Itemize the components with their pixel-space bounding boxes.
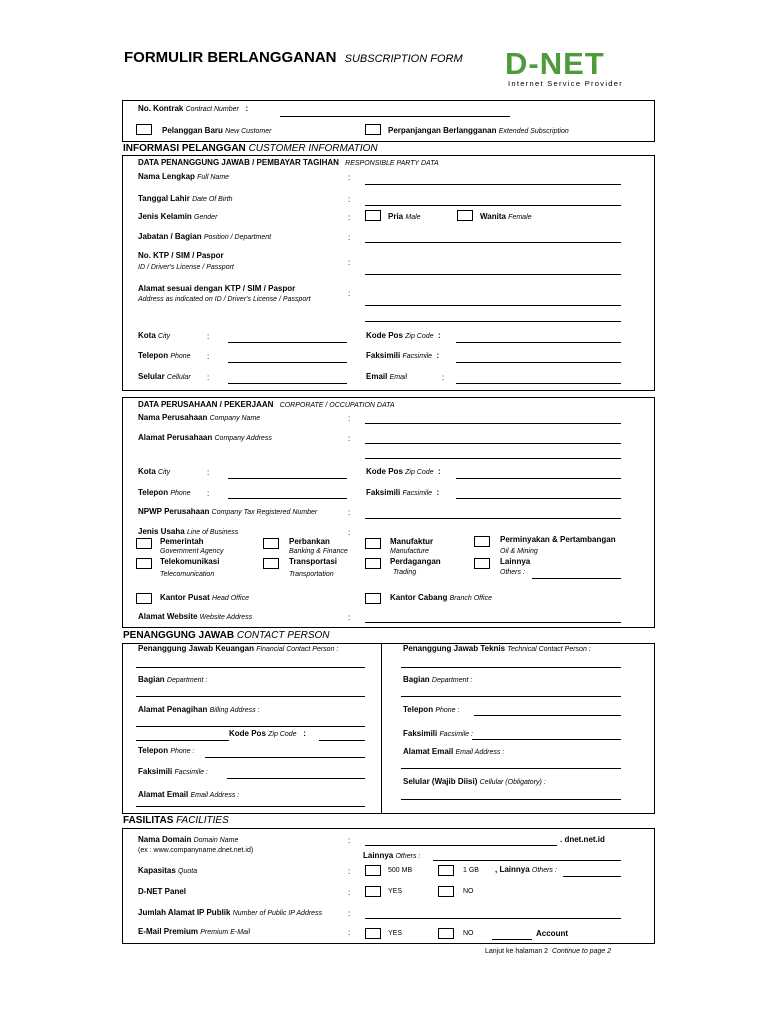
fin-fax-label — [138, 767, 208, 776]
colon: : — [207, 352, 210, 361]
quota-id: Kapasitas — [138, 866, 176, 875]
male-label — [388, 212, 421, 221]
female-en: Female — [508, 214, 532, 221]
colon: : — [207, 489, 210, 498]
premium-account-field[interactable] — [492, 939, 532, 940]
quota-label — [138, 866, 197, 875]
company-heading-id: DATA PERUSAHAAN / PEKERJAAN — [138, 400, 274, 409]
colon: : — [348, 508, 351, 517]
company-city-label — [138, 467, 170, 476]
financial-contact-field[interactable] — [136, 667, 365, 668]
cell-id: Selular — [138, 372, 165, 381]
customer-heading-en: CUSTOMER INFORMATION — [248, 143, 378, 154]
trading-checkbox[interactable] — [365, 558, 381, 569]
quota-1gb-label: 1 GB — [463, 867, 479, 874]
billing-zip-en: Zip Code — [268, 731, 297, 738]
fin-phone-id: Telepon — [138, 746, 169, 755]
email-en: Email — [389, 374, 408, 381]
fin-fax-field[interactable] — [227, 778, 365, 779]
tech-email-label — [403, 747, 504, 756]
company-phone-en: Phone — [170, 490, 191, 497]
domain-others-id: Lainnya — [363, 851, 394, 860]
quota-500mb-checkbox[interactable] — [365, 865, 381, 876]
fin-department-label — [138, 675, 207, 684]
address-label: Alamat sesuai dengan KTP / SIM / Paspor — [138, 284, 296, 293]
quota-en: Quota — [178, 868, 198, 875]
branch-en: Branch Office — [449, 595, 492, 602]
public-ip-field[interactable] — [365, 918, 621, 919]
dnet-panel-label: D-NET Panel — [138, 887, 187, 896]
colon: : — [348, 928, 351, 937]
male-en: Male — [405, 214, 421, 221]
id-number-label: No. KTP / SIM / Paspor — [138, 251, 224, 260]
id-number-label-en: ID / Driver's License / Passport — [138, 264, 234, 271]
company-name-label — [138, 413, 260, 422]
fin-phone-en: Phone : — [170, 748, 195, 755]
colon: : — [207, 332, 210, 341]
continue-en: Continue to page 2 — [551, 948, 612, 955]
billing-address-field-1[interactable] — [136, 726, 365, 727]
extended-subscription-label — [388, 126, 569, 135]
banking-label-en: Banking & Finance — [289, 548, 348, 555]
panel-yes-label: YES — [388, 888, 403, 895]
fax-label: Faksimili Facsimile : — [366, 351, 440, 360]
oil-mining-label: Perminyakan & Pertambangan — [500, 535, 616, 544]
premium-en: Premium E-Mail — [200, 929, 251, 936]
title-en: SUBSCRIPTION FORM — [344, 53, 463, 65]
colon: : — [348, 414, 351, 423]
fax-id: Faksimili — [366, 351, 401, 360]
company-fax-en: Facsimile — [402, 490, 433, 497]
contact-heading-id: PENANGGUNG JAWAB — [123, 630, 235, 641]
facilities-heading-en: FACILITIES — [176, 815, 229, 826]
gender-en: Gender — [194, 214, 218, 221]
colon: : — [348, 888, 351, 897]
facilities-heading-id: FASILITAS — [123, 815, 174, 826]
billing-address-field-2[interactable] — [136, 740, 229, 741]
tech-cell-en: Cellular (Obligatory) : — [479, 779, 546, 786]
transportation-label: Transportasi — [289, 557, 338, 566]
new-customer-en: New Customer — [225, 128, 272, 135]
city-label — [138, 331, 170, 340]
cellular-label — [138, 372, 191, 381]
hq-id: Kantor Pusat — [160, 593, 210, 602]
website-label — [138, 612, 252, 621]
hq-en: Head Office — [212, 595, 249, 602]
tech-department-field[interactable] — [401, 696, 621, 697]
colon: : — [348, 434, 351, 443]
fin-phone-field[interactable] — [205, 757, 365, 758]
company-heading-en: CORPORATE / OCCUPATION DATA — [279, 402, 395, 409]
business-id: Jenis Usaha — [138, 527, 185, 536]
male-id: Pria — [388, 212, 404, 221]
tech-fax-id: Faksimili — [403, 729, 438, 738]
ip-id: Jumlah Alamat IP Publik — [138, 908, 231, 917]
fin-fax-id: Faksimili — [138, 767, 173, 776]
id-number-field[interactable] — [365, 274, 621, 275]
billing-id: Alamat Penagihan — [138, 705, 208, 714]
full-name-label — [138, 172, 229, 181]
responsible-party-id: DATA PENANGGUNG JAWAB / PEMBAYAR TAGIHAN — [138, 158, 339, 167]
fin-dept-id: Bagian — [138, 675, 165, 684]
colon: : — [348, 195, 351, 204]
contract-number-id: No. Kontrak — [138, 104, 184, 113]
new-customer-id: Pelanggan Baru — [162, 126, 223, 135]
colon: : — [348, 613, 351, 622]
colon: : — [442, 373, 445, 382]
domain-others-en: Others : — [395, 853, 421, 860]
contract-number-field[interactable] — [280, 116, 510, 117]
tech-email-en: Email Address : — [455, 749, 505, 756]
new-customer-checkbox[interactable] — [136, 124, 152, 135]
colon: : — [348, 528, 351, 537]
premium-yes-checkbox[interactable] — [365, 928, 381, 939]
company-city-id: Kota — [138, 467, 156, 476]
branch-office-label — [390, 593, 492, 602]
colon: : — [207, 468, 210, 477]
head-office-label — [160, 593, 249, 602]
billing-zip-id: Kode Pos — [229, 729, 266, 738]
others-business-label: Lainnya — [500, 557, 531, 566]
company-phone-field[interactable] — [228, 498, 347, 499]
company-phone-label — [138, 488, 191, 497]
contact-person-box — [122, 643, 655, 814]
contract-number-en: Contract Number — [185, 106, 239, 113]
tech-department-label — [403, 675, 472, 684]
fin-email-en: Email Address : — [190, 792, 240, 799]
panel-no-label: NO — [463, 888, 474, 895]
gender-id: Jenis Kelamin — [138, 212, 192, 221]
tech-cellular-field[interactable] — [401, 799, 621, 800]
company-city-en: City — [158, 469, 171, 476]
website-field[interactable] — [365, 622, 621, 623]
extended-en: Extended Subscription — [498, 128, 569, 135]
government-label: Pemerintah — [160, 537, 204, 546]
npwp-label — [138, 507, 317, 516]
company-name-field[interactable] — [365, 423, 621, 424]
company-address-label — [138, 433, 272, 442]
tech-en: Technical Contact Person : — [507, 646, 591, 653]
position-label — [138, 232, 271, 241]
zip-id: Kode Pos — [366, 331, 403, 340]
domain-others-field[interactable] — [433, 860, 621, 861]
quota-others-field[interactable] — [563, 876, 621, 877]
premium-email-label — [138, 927, 250, 936]
company-address-field-1[interactable] — [365, 443, 621, 444]
billing-address-label — [138, 705, 260, 714]
tech-email-id: Alamat Email — [403, 747, 454, 756]
head-office-checkbox[interactable] — [136, 593, 152, 604]
colon: : — [348, 909, 351, 918]
domain-name-label — [138, 835, 238, 844]
telecommunication-label-en: Telecomunication — [160, 571, 215, 578]
tech-fax-en: Facsimile : — [439, 731, 473, 738]
responsible-party-en: RESPONSIBLE PARTY DATA — [345, 160, 439, 167]
title-id: FORMULIR BERLANGGANAN — [124, 49, 337, 66]
form-title — [124, 49, 463, 66]
quota-others-label: , Lainnya Others : — [495, 865, 557, 874]
company-data-heading — [138, 400, 395, 409]
male-checkbox[interactable] — [365, 210, 381, 221]
telecommunication-checkbox[interactable] — [136, 558, 152, 569]
tech-dept-en: Department : — [431, 677, 473, 684]
domain-suffix: . dnet.net.id — [560, 835, 605, 844]
financial-contact-label — [138, 644, 338, 653]
company-phone-id: Telepon — [138, 488, 169, 497]
trading-label-en: Trading — [393, 569, 417, 576]
domain-others-label — [363, 851, 420, 860]
billing-en: Billing Address : — [209, 707, 260, 714]
colon: : — [348, 173, 351, 182]
npwp-id: NPWP Perusahaan — [138, 507, 210, 516]
company-zip-label: Kode Pos Zip Code : — [366, 467, 441, 476]
address-field-1[interactable] — [365, 305, 621, 306]
female-label — [480, 212, 532, 221]
company-zip-field[interactable] — [456, 478, 621, 479]
domain-name-field[interactable] — [365, 845, 557, 846]
domain-example: (ex : www.companyname.dnet.net.id) — [138, 847, 254, 854]
logo-text: D-NET — [505, 46, 605, 81]
dob-id: Tanggal Lahir — [138, 194, 190, 203]
colon: : — [207, 373, 210, 382]
transportation-checkbox[interactable] — [263, 558, 279, 569]
branch-id: Kantor Cabang — [390, 593, 448, 602]
technical-contact-label — [403, 644, 591, 653]
quota-1gb-checkbox[interactable] — [438, 865, 454, 876]
colon: : — [348, 213, 351, 222]
facilities-heading — [123, 815, 229, 826]
fin-fax-en: Facsimile : — [174, 769, 208, 776]
company-zip-id: Kode Pos — [366, 467, 403, 476]
telecommunication-label: Telekomunikasi — [160, 557, 220, 566]
phone-field[interactable] — [228, 362, 347, 363]
company-fax-id: Faksimili — [366, 488, 401, 497]
city-en: City — [158, 333, 171, 340]
business-en: Line of Business — [186, 529, 239, 536]
manufacture-label-en: Manufacture — [390, 548, 429, 555]
customer-info-heading — [123, 143, 378, 154]
oil-mining-checkbox[interactable] — [474, 536, 490, 547]
responsible-party-heading — [138, 158, 439, 167]
dob-en: Date Of Birth — [192, 196, 233, 203]
fin-department-field[interactable] — [136, 696, 365, 697]
domain-id: Nama Domain — [138, 835, 192, 844]
female-checkbox[interactable] — [457, 210, 473, 221]
tech-dept-id: Bagian — [403, 675, 430, 684]
account-label: Account — [536, 929, 568, 938]
fin-phone-label — [138, 746, 194, 755]
fin-email-id: Alamat Email — [138, 790, 189, 799]
banking-label: Perbankan — [289, 537, 330, 546]
ip-en: Number of Public IP Address — [232, 910, 323, 917]
colon: : — [348, 258, 351, 267]
tech-email-field[interactable] — [401, 768, 621, 769]
company-address-en: Company Address — [214, 435, 272, 442]
transportation-label-en: Transportation — [289, 571, 334, 578]
colon: : — [348, 233, 351, 242]
extended-id: Perpanjangan Berlangganan — [388, 126, 497, 135]
tech-phone-field[interactable] — [474, 715, 621, 716]
fax-en: Facsimile — [402, 353, 433, 360]
premium-no-label: NO — [463, 930, 474, 937]
zip-en: Zip Code — [405, 333, 434, 340]
position-en: Position / Department — [203, 234, 272, 241]
fin-id: Penanggung Jawab Keuangan — [138, 644, 255, 653]
city-id: Kota — [138, 331, 156, 340]
company-name-en: Company Name — [209, 415, 261, 422]
premium-id: E-Mail Premium — [138, 927, 199, 936]
manufacture-label: Manufaktur — [390, 537, 434, 546]
email-field[interactable] — [456, 383, 621, 384]
customer-heading-id: INFORMASI PELANGGAN — [123, 143, 246, 154]
city-field[interactable] — [228, 342, 347, 343]
company-address-id: Alamat Perusahaan — [138, 433, 213, 442]
billing-zip-field[interactable] — [319, 740, 365, 741]
address-label-en: Address as indicated on ID / Driver's License / Passport — [138, 296, 311, 303]
billing-zip-label: Kode Pos Zip Code : — [229, 729, 306, 738]
new-customer-label — [162, 126, 271, 135]
fin-en: Financial Contact Person : — [256, 646, 339, 653]
full-name-en: Full Name — [197, 174, 230, 181]
position-field[interactable] — [365, 242, 621, 243]
others-business-label-en: Others : — [500, 569, 525, 576]
npwp-en: Company Tax Registered Number — [211, 509, 318, 516]
fin-email-field[interactable] — [136, 806, 365, 807]
female-id: Wanita — [480, 212, 506, 221]
fin-email-label — [138, 790, 239, 799]
oil-mining-label-en: Oil & Mining — [500, 548, 538, 555]
company-address-field-2[interactable] — [365, 458, 621, 459]
continue-id: Lanjut ke halaman 2 — [485, 948, 549, 955]
contact-divider — [381, 643, 382, 814]
cellular-field[interactable] — [228, 383, 347, 384]
company-fax-field[interactable] — [456, 498, 621, 499]
tech-phone-label — [403, 705, 459, 714]
colon: : — [348, 289, 351, 298]
government-checkbox[interactable] — [136, 538, 152, 549]
tech-cell-id: Selular (Wajib Diisi) — [403, 777, 478, 786]
website-id: Alamat Website — [138, 612, 198, 621]
premium-no-checkbox[interactable] — [438, 928, 454, 939]
company-fax-label: Faksimili Facsimile : — [366, 488, 440, 497]
tech-id: Penanggung Jawab Teknis — [403, 644, 506, 653]
gender-label — [138, 212, 217, 221]
tech-phone-id: Telepon — [403, 705, 434, 714]
others-business-checkbox[interactable] — [474, 558, 490, 569]
quota-others-id: Lainnya — [499, 865, 530, 874]
npwp-field[interactable] — [365, 518, 621, 519]
contact-heading-en: CONTACT PERSON — [236, 630, 330, 641]
phone-label — [138, 351, 191, 360]
contract-number-label: No. Kontrak Contract Number : — [138, 104, 249, 113]
business-label — [138, 527, 238, 536]
colon: : — [348, 836, 351, 845]
company-city-field[interactable] — [228, 478, 347, 479]
tech-fax-field[interactable] — [472, 739, 621, 740]
domain-en: Domain Name — [193, 837, 239, 844]
full-name-id: Nama Lengkap — [138, 172, 195, 181]
fax-field[interactable] — [456, 362, 621, 363]
quota-500mb-label: 500 MB — [388, 867, 413, 874]
banking-checkbox[interactable] — [263, 538, 279, 549]
email-label — [366, 372, 407, 381]
company-zip-en: Zip Code — [405, 469, 434, 476]
extended-subscription-checkbox[interactable] — [365, 124, 381, 135]
zip-field[interactable] — [456, 342, 621, 343]
fin-dept-en: Department : — [166, 677, 208, 684]
email-id: Email — [366, 372, 388, 381]
premium-yes-label: YES — [388, 930, 403, 937]
public-ip-label — [138, 908, 322, 917]
phone-en: Phone — [170, 353, 191, 360]
address-field-2[interactable] — [365, 321, 621, 322]
phone-id: Telepon — [138, 351, 169, 360]
quota-others-en: Others : — [531, 867, 557, 874]
cell-en: Cellular — [166, 374, 191, 381]
branch-office-checkbox[interactable] — [365, 593, 381, 604]
position-id: Jabatan / Bagian — [138, 232, 202, 241]
others-business-field[interactable] — [532, 578, 621, 579]
government-label-en: Government Agency — [160, 548, 224, 555]
trading-label: Perdagangan — [390, 557, 441, 566]
technical-contact-field[interactable] — [401, 667, 621, 668]
company-name-id: Nama Perusahaan — [138, 413, 208, 422]
logo-subtitle: Internet Service Provider — [508, 79, 624, 88]
dob-field[interactable] — [365, 205, 621, 206]
dob-label — [138, 194, 233, 203]
colon: : — [348, 867, 351, 876]
zip-label: Kode Pos Zip Code : — [366, 331, 441, 340]
contact-person-heading — [123, 630, 330, 641]
full-name-field[interactable] — [365, 184, 621, 185]
tech-phone-en: Phone : — [435, 707, 460, 714]
tech-fax-label — [403, 729, 473, 738]
website-en: Website Address — [199, 614, 253, 621]
tech-cellular-label — [403, 777, 546, 786]
panel-no-checkbox[interactable] — [438, 886, 454, 897]
continue-note — [485, 948, 611, 955]
manufacture-checkbox[interactable] — [365, 538, 381, 549]
panel-yes-checkbox[interactable] — [365, 886, 381, 897]
